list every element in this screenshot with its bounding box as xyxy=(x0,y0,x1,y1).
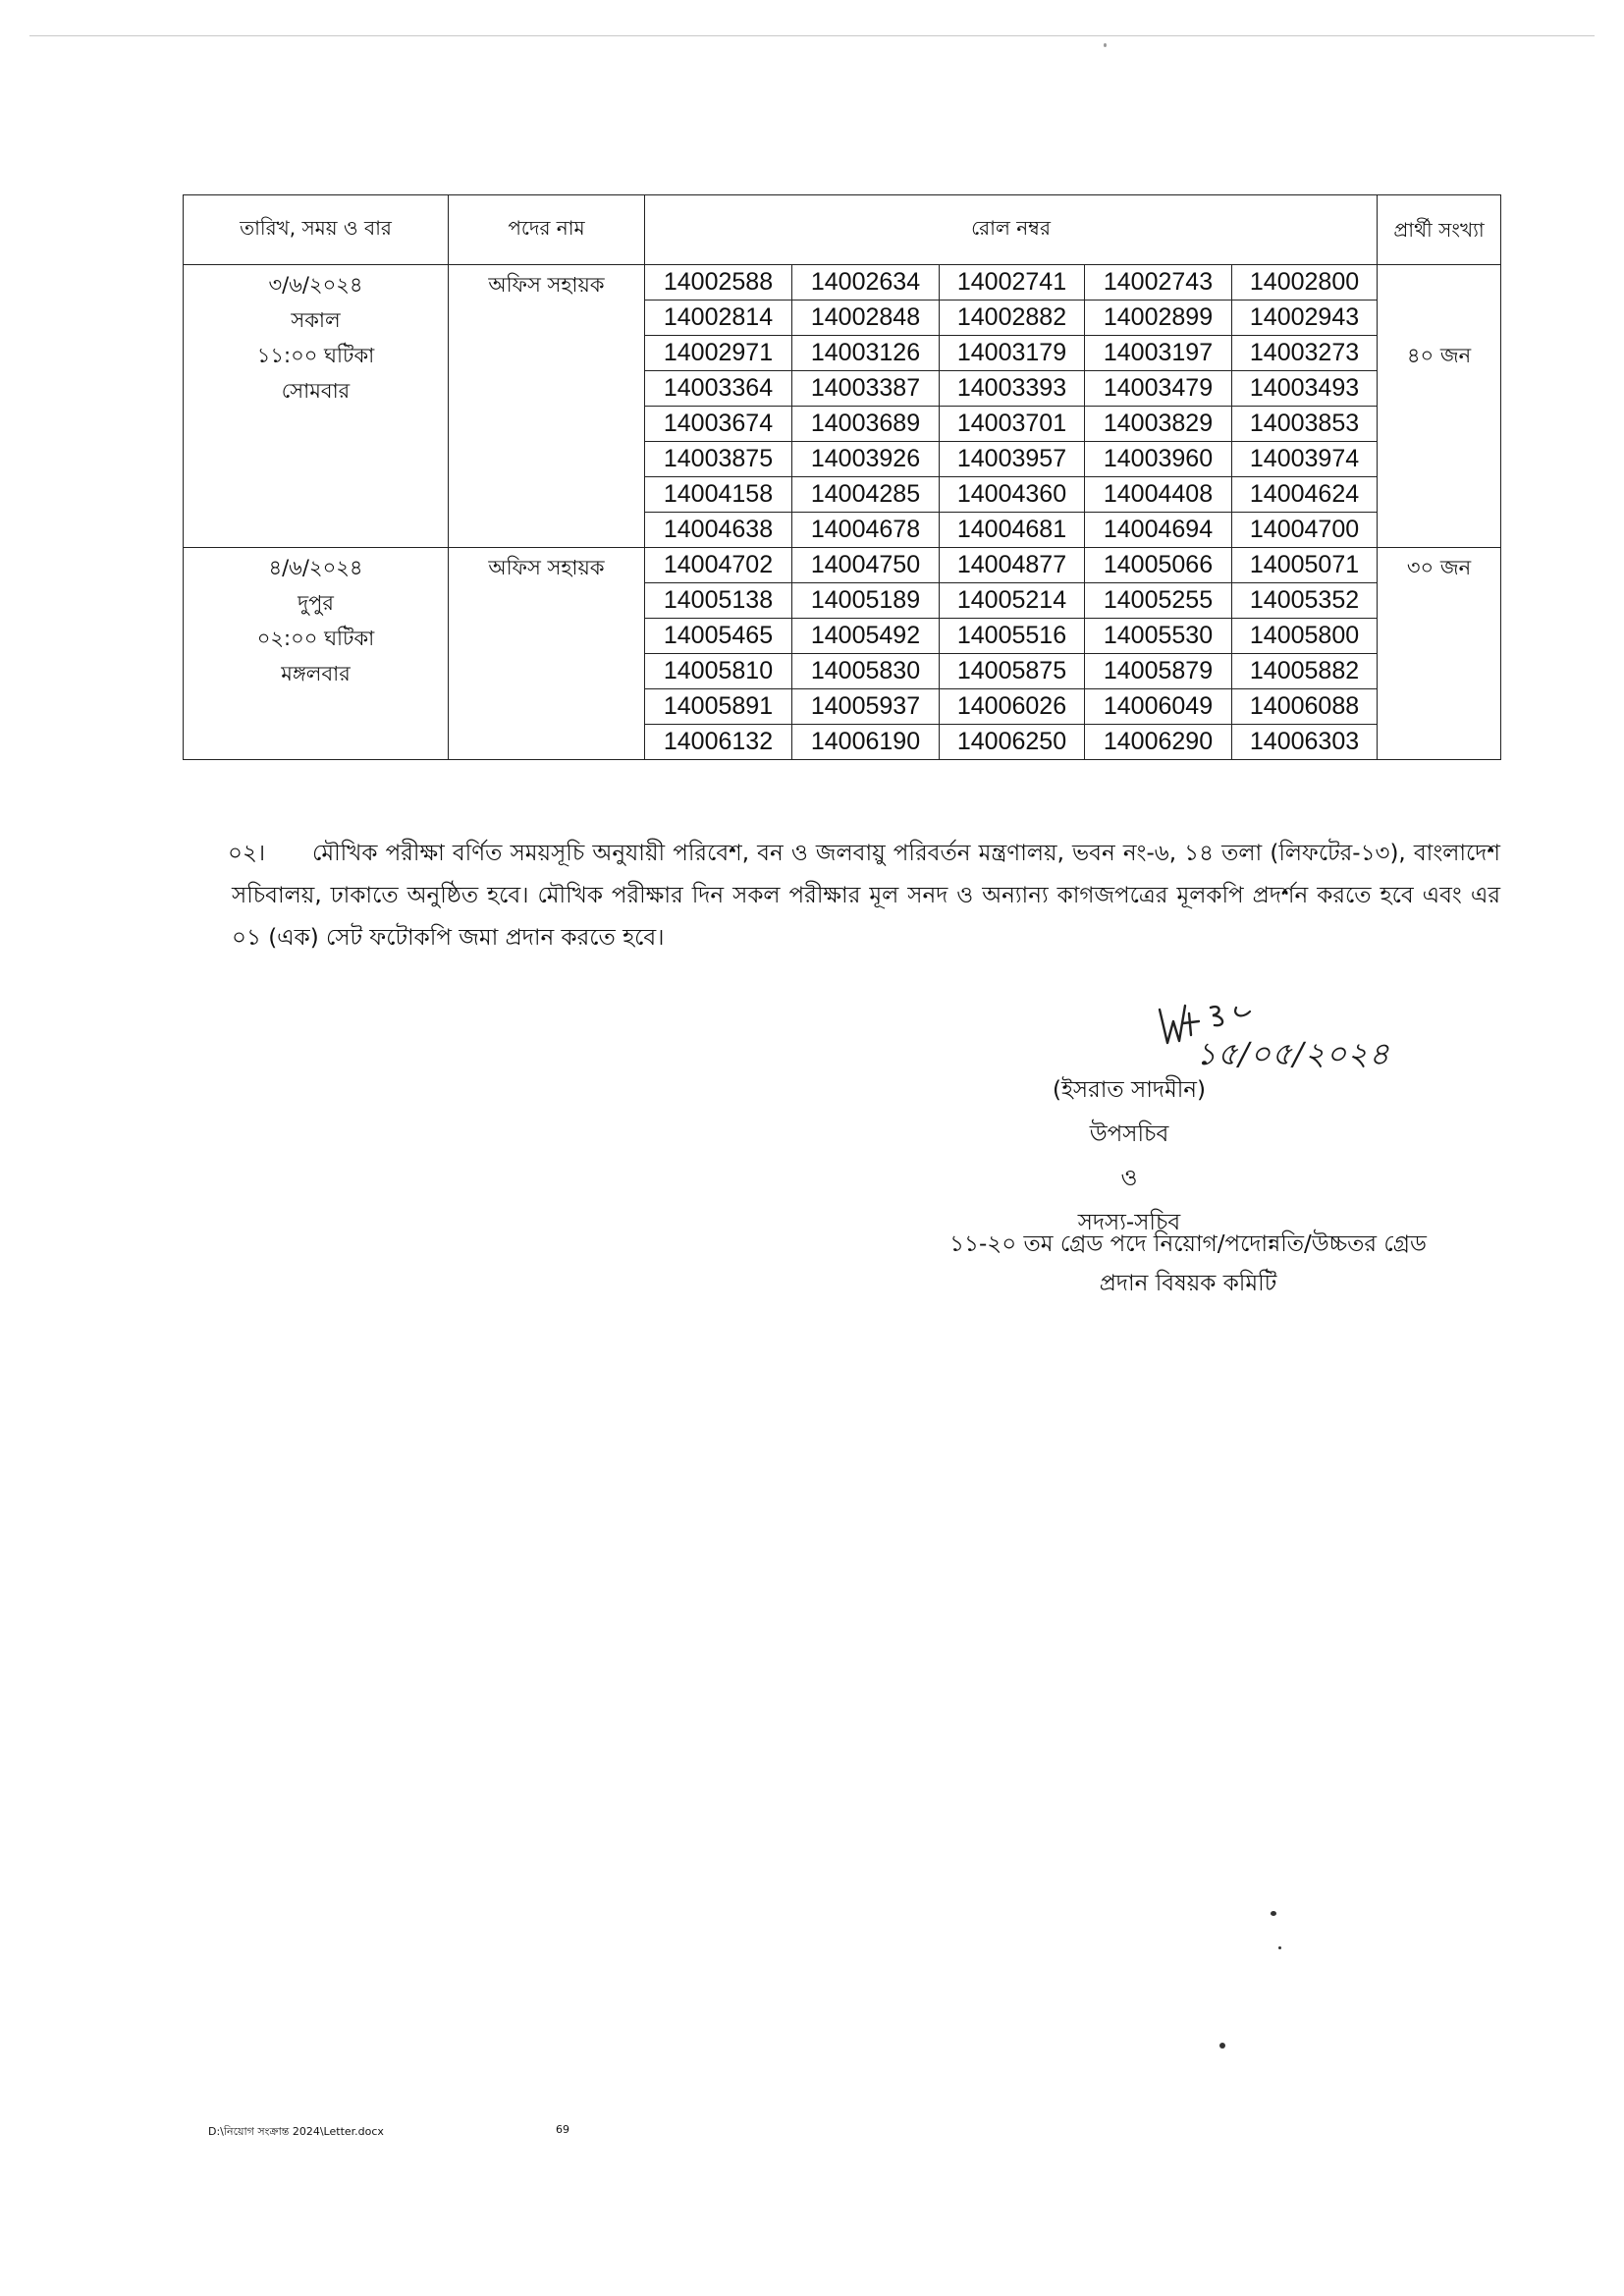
roll-number-cell: 14006303 xyxy=(1232,725,1378,760)
session-period: সকাল xyxy=(291,308,341,332)
session-time: ০২:০০ ঘটিকা xyxy=(256,627,375,650)
roll-number-cell: 14004877 xyxy=(940,548,1085,583)
roll-number-cell: 14005492 xyxy=(792,619,940,654)
roll-number-cell: 14005875 xyxy=(940,654,1085,689)
footer-page-number: 69 xyxy=(556,2123,569,2136)
session-date: ৩/৬/২০২৪ xyxy=(268,273,363,297)
roll-number-cell: 14005255 xyxy=(1085,583,1232,619)
scan-speck xyxy=(1104,43,1107,47)
roll-number-cell: 14002899 xyxy=(1085,301,1232,336)
table-row xyxy=(184,265,1501,301)
roll-number-cell: 14003126 xyxy=(792,336,940,371)
roll-number-cell: 14005066 xyxy=(1085,548,1232,583)
scan-speck xyxy=(1219,2043,1225,2049)
roll-number-cell: 14003829 xyxy=(1085,407,1232,442)
roll-number-cell: 14003701 xyxy=(940,407,1085,442)
roll-number-cell: 14004681 xyxy=(940,513,1085,548)
session-time: ১১:০০ ঘটিকা xyxy=(256,344,375,367)
roll-number-cell: 14002848 xyxy=(792,301,940,336)
roll-number-cell: 14005879 xyxy=(1085,654,1232,689)
paragraph-text: মৌখিক পরীক্ষা বর্ণিত সময়সূচি অনুযায়ী পরিবেশ, বন ও জলবায়ু পরিবর্তন মন্ত্রণালয়, ভবন নং-৬, ১৪ তলা (লিফটের-১৩), বাংলাদেশ সচিবালয়, ঢাকাতে অনুষ্ঠিত হবে। মৌখিক পরীক্ষার দিন সকল পরীক্ষার মূল সনদ ও অন্যান্য কাগজপত্রের মূলকপি প্রদর্শন করতে হবে এবং এর ০১ (এক) সেট ফটোকপি জমা প্রদান করতে হবে। xyxy=(232,841,1500,951)
roll-number-cell: 14003853 xyxy=(1232,407,1378,442)
roll-number-cell: 14003926 xyxy=(792,442,940,477)
session-post-name: অফিস সহায়ক xyxy=(449,265,645,548)
scan-speck xyxy=(1271,1911,1276,1916)
roll-number-cell: 14005800 xyxy=(1232,619,1378,654)
session-date-time-day xyxy=(184,548,449,760)
roll-number-cell: 14003689 xyxy=(792,407,940,442)
paragraph-number: ০২। xyxy=(228,841,266,866)
session-candidate-count: ৪০ জন xyxy=(1378,265,1501,548)
scan-top-edge xyxy=(29,35,1595,36)
roll-number-cell: 14005516 xyxy=(940,619,1085,654)
roll-number-cell: 14002588 xyxy=(645,265,792,301)
header-date-time-day: তারিখ, সময় ও বার xyxy=(184,195,449,265)
session-candidate-count: ৩০ জন xyxy=(1378,548,1501,760)
signature-date: ১৫/০৫/২০২৪ xyxy=(1196,1035,1390,1072)
roll-number-cell: 14005830 xyxy=(792,654,940,689)
roll-number-cell: 14004408 xyxy=(1085,477,1232,513)
roll-number-cell: 14003875 xyxy=(645,442,792,477)
roll-number-cell: 14002971 xyxy=(645,336,792,371)
roll-number-cell: 14004694 xyxy=(1085,513,1232,548)
roll-number-cell: 14002800 xyxy=(1232,265,1378,301)
roll-number-cell: 14004700 xyxy=(1232,513,1378,548)
header-candidate-count: প্রার্থী সংখ্যা xyxy=(1378,195,1501,265)
session-date-time-day xyxy=(184,265,449,548)
roll-number-cell: 14003974 xyxy=(1232,442,1378,477)
signatory-block xyxy=(982,1068,1276,1245)
roll-number-cell: 14006250 xyxy=(940,725,1085,760)
roll-number-cell: 14005189 xyxy=(792,583,940,619)
session-post-name: অফিস সহায়ক xyxy=(449,548,645,760)
roll-number-cell: 14005937 xyxy=(792,689,940,725)
roll-number-cell: 14004702 xyxy=(645,548,792,583)
footer-file-path: D:\নিয়োগ সংক্রান্ত 2024\Letter.docx xyxy=(208,2125,384,2138)
roll-number-cell: 14004678 xyxy=(792,513,940,548)
roll-number-cell: 14004360 xyxy=(940,477,1085,513)
roll-number-cell: 14002741 xyxy=(940,265,1085,301)
roll-number-cell: 14005810 xyxy=(645,654,792,689)
roll-number-cell: 14002943 xyxy=(1232,301,1378,336)
signatory-designation: উপসচিব xyxy=(1089,1121,1169,1147)
roll-number-cell: 14002882 xyxy=(940,301,1085,336)
roll-number-cell: 14004638 xyxy=(645,513,792,548)
roll-number-cell: 14003179 xyxy=(940,336,1085,371)
session-day: সোমবার xyxy=(281,379,351,403)
roll-number-cell: 14003674 xyxy=(645,407,792,442)
roll-number-cell: 14005214 xyxy=(940,583,1085,619)
header-post-name: পদের নাম xyxy=(449,195,645,265)
roll-number-cell: 14003479 xyxy=(1085,371,1232,407)
instruction-paragraph xyxy=(228,833,1500,959)
roll-number-cell: 14003960 xyxy=(1085,442,1232,477)
roll-number-cell: 14003393 xyxy=(940,371,1085,407)
scan-speck xyxy=(1278,1946,1281,1949)
roll-number-cell: 14002743 xyxy=(1085,265,1232,301)
roll-number-cell: 14005138 xyxy=(645,583,792,619)
roll-number-cell: 14004285 xyxy=(792,477,940,513)
roll-number-cell: 14002634 xyxy=(792,265,940,301)
session-date: ৪/৬/২০২৪ xyxy=(268,556,363,579)
committee-name xyxy=(884,1225,1492,1303)
roll-number-cell: 14004158 xyxy=(645,477,792,513)
signatory-conjunction: ও xyxy=(1120,1166,1138,1191)
roll-number-cell: 14003493 xyxy=(1232,371,1378,407)
roll-number-cell: 14006026 xyxy=(940,689,1085,725)
header-roll-number: রোল নম্বর xyxy=(645,195,1378,265)
roll-number-cell: 14003957 xyxy=(940,442,1085,477)
roll-number-cell: 14003197 xyxy=(1085,336,1232,371)
roll-number-cell: 14006049 xyxy=(1085,689,1232,725)
table-header-row xyxy=(184,195,1501,265)
roll-number-cell: 14006290 xyxy=(1085,725,1232,760)
roll-number-cell: 14005891 xyxy=(645,689,792,725)
roll-number-cell: 14004624 xyxy=(1232,477,1378,513)
session-day: মঙ্গলবার xyxy=(281,662,351,685)
roll-number-cell: 14003387 xyxy=(792,371,940,407)
roll-number-cell: 14006190 xyxy=(792,725,940,760)
roll-number-cell: 14006132 xyxy=(645,725,792,760)
interview-schedule-table xyxy=(183,194,1501,760)
roll-number-cell: 14005530 xyxy=(1085,619,1232,654)
table-row xyxy=(184,548,1501,583)
roll-number-cell: 14004750 xyxy=(792,548,940,583)
roll-number-cell: 14003273 xyxy=(1232,336,1378,371)
roll-number-cell: 14002814 xyxy=(645,301,792,336)
committee-line-1: ১১-২০ তম গ্রেড পদে নিয়োগ/পদোন্নতি/উচ্চতর গ্রেড xyxy=(949,1231,1427,1257)
roll-number-cell: 14006088 xyxy=(1232,689,1378,725)
roll-number-cell: 14005071 xyxy=(1232,548,1378,583)
roll-number-cell: 14005882 xyxy=(1232,654,1378,689)
signatory-role: সদস্য-সচিব xyxy=(1077,1210,1181,1235)
roll-number-cell: 14003364 xyxy=(645,371,792,407)
committee-line-2: প্রদান বিষয়ক কমিটি xyxy=(1099,1271,1277,1296)
roll-number-cell: 14005465 xyxy=(645,619,792,654)
session-period: দুপুর xyxy=(298,591,334,615)
roll-number-cell: 14005352 xyxy=(1232,583,1378,619)
signatory-name: (ইসরাত সাদমীন) xyxy=(1052,1077,1207,1103)
